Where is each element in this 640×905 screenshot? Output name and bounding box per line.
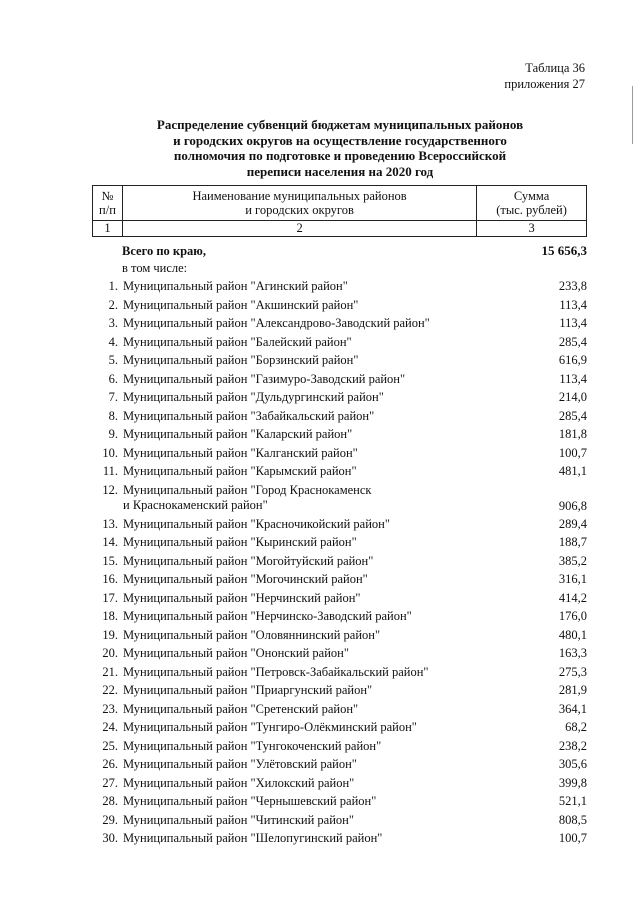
row-name-line: Муниципальный район "Акшинский район" [123, 297, 359, 312]
title-line: переписи населения на 2020 год [246, 163, 434, 179]
total-value: 15 656,3 [541, 243, 587, 258]
row-name-line: Муниципальный район "Чернышевский район" [123, 794, 377, 808]
header-number-line: п/п [99, 203, 116, 217]
title-line: и городских округов на осуществление государственного [173, 132, 507, 148]
row-district-name [123, 554, 503, 570]
row-district-name [123, 739, 503, 755]
row-district-name [123, 372, 503, 388]
row-district-name [123, 776, 503, 792]
row-number: 18. [102, 609, 118, 623]
header-sum-line: Сумма [513, 189, 550, 203]
row-amount: 181,8 [558, 427, 587, 441]
row-name-line: Муниципальный район "Сретенский район" [123, 701, 359, 716]
row-amount: 399,8 [558, 775, 587, 790]
row-name-line: Муниципальный район "Красночикойский район" [123, 516, 390, 531]
table-row [92, 515, 587, 534]
row-name-line: Муниципальный район "Нерчинско-Заводский район" [123, 609, 412, 623]
table-row [92, 755, 587, 774]
row-name-line: Муниципальный район "Дульдургинский район" [123, 390, 384, 404]
row-number: 20. [102, 646, 118, 660]
row-number: 9. [108, 427, 118, 441]
table-row [92, 663, 587, 682]
row-name-line: Муниципальный район "Шелопугинский район" [123, 831, 383, 845]
row-district-name [123, 831, 503, 847]
table-row [92, 444, 587, 463]
row-amount: 385,2 [558, 553, 587, 568]
table-row [92, 718, 587, 737]
row-amount: 906,8 [558, 498, 587, 513]
row-amount: 616,9 [558, 353, 587, 367]
row-number: 25. [102, 738, 118, 753]
row-number: 1. [108, 279, 118, 293]
row-name-line: Муниципальный район "Читинский район" [123, 812, 354, 827]
row-amount: 100,7 [558, 831, 587, 845]
table-row [92, 792, 587, 811]
row-district-name [123, 702, 503, 718]
row-name-line: Муниципальный район "Александрово-Заводский район" [123, 316, 430, 330]
table-row [92, 829, 587, 848]
row-amount: 480,1 [558, 627, 587, 642]
header-sum-line: (тыс. рублей) [496, 203, 567, 217]
table-row [92, 333, 587, 352]
header-sum-cell [477, 186, 587, 221]
row-district-name [123, 646, 503, 662]
column-index-2: 2 [122, 221, 476, 237]
row-amount: 163,3 [558, 646, 587, 660]
table-row [92, 388, 587, 407]
totals-block [92, 242, 587, 276]
title-line: полномочия по подготовке и проведению Всероссийской [173, 148, 507, 163]
row-number: 4. [108, 334, 118, 349]
row-number: 15. [102, 553, 118, 568]
row-number: 13. [102, 516, 118, 531]
row-amount: 275,3 [558, 664, 587, 679]
row-amount: 481,1 [558, 464, 587, 478]
row-number: 19. [102, 627, 118, 642]
row-amount: 68,2 [565, 720, 587, 734]
table-row [92, 681, 587, 700]
row-name-line: Муниципальный район "Газимуро-Заводский район" [123, 371, 406, 386]
district-list [92, 277, 587, 848]
table-row [92, 589, 587, 608]
row-number: 7. [108, 390, 118, 404]
row-name-line: Муниципальный район "Кыринский район" [123, 535, 357, 549]
row-name-line: Муниципальный район "Ононский район" [123, 646, 349, 660]
row-amount: 285,4 [558, 408, 587, 423]
row-name-line: Муниципальный район "Каларский район" [123, 427, 353, 441]
table-row [92, 644, 587, 663]
table-row [92, 277, 587, 296]
table-row [92, 626, 587, 645]
header-number-cell [93, 186, 123, 221]
row-amount: 188,7 [558, 535, 587, 549]
row-name-line: Муниципальный район "Петровск-Забайкальский район" [123, 664, 429, 679]
row-district-name [123, 591, 503, 607]
row-amount: 113,4 [559, 316, 587, 330]
row-amount: 100,7 [558, 445, 587, 460]
row-district-name [123, 572, 503, 588]
row-district-name [123, 628, 503, 644]
appendix-label: приложения 27 [504, 77, 585, 91]
row-name-line: Муниципальный район "Забайкальский район" [123, 408, 375, 423]
row-amount: 113,4 [559, 297, 587, 312]
row-name-line: Муниципальный район "Борзинский район" [123, 353, 359, 367]
table-header [92, 185, 587, 237]
row-district-name [123, 279, 503, 295]
row-amount: 233,8 [558, 279, 587, 293]
page-edge-mark [632, 86, 633, 144]
row-number: 22. [102, 683, 118, 697]
row-number: 11. [102, 464, 118, 478]
row-amount: 316,1 [558, 572, 587, 586]
row-amount: 238,2 [558, 738, 587, 753]
row-district-name [123, 409, 503, 425]
header-name-line: и городских округов [245, 203, 354, 217]
row-number: 28. [102, 794, 118, 808]
row-district-name [123, 665, 503, 681]
row-number: 23. [102, 701, 118, 716]
row-district-name [123, 353, 503, 369]
row-number: 5. [108, 353, 118, 367]
row-number: 30. [102, 831, 118, 845]
table-row [92, 425, 587, 444]
row-district-name [123, 683, 503, 699]
row-district-name [123, 427, 503, 443]
table-label: Таблица 36 [525, 61, 585, 75]
row-number: 8. [108, 408, 118, 423]
row-name-line: Муниципальный район "Оловяннинский район" [123, 627, 381, 642]
header-name-cell [122, 186, 476, 221]
row-district-name [123, 316, 503, 332]
row-number: 14. [102, 535, 118, 549]
row-name-line: Муниципальный район "Могочинский район" [123, 572, 368, 586]
table-row [92, 370, 587, 389]
column-index-1: 1 [93, 221, 123, 237]
row-number: 3. [108, 316, 118, 330]
table-row [92, 314, 587, 333]
total-label: Всего по краю, [122, 244, 206, 258]
table-row [92, 351, 587, 370]
row-district-name [123, 464, 503, 480]
page-reference [504, 60, 585, 92]
row-district-name [123, 390, 503, 406]
row-number: 26. [102, 757, 118, 771]
row-name-line: Муниципальный район "Карымский район" [123, 464, 357, 478]
row-amount: 289,4 [558, 516, 587, 531]
row-district-name [123, 517, 503, 533]
total-row [92, 242, 587, 260]
row-name-line: Муниципальный район "Могойтуйский район" [123, 553, 374, 568]
row-name-line: и Краснокаменский район" [123, 498, 268, 512]
table-row [92, 737, 587, 756]
row-number: 24. [102, 720, 118, 734]
header-number-line: № [101, 189, 114, 203]
row-amount: 281,9 [558, 683, 587, 697]
title-line: Распределение субвенций бюджетам муниципальных районов [156, 117, 524, 132]
header-name-line: Наименование муниципальных районов [192, 189, 407, 203]
table-row [92, 607, 587, 626]
row-name-line: Муниципальный район "Приаргунский район" [123, 683, 373, 697]
table-row [92, 407, 587, 426]
including-row [92, 260, 587, 276]
row-name-line: Муниципальный район "Тунгокоченский район" [123, 738, 382, 753]
row-number: 27. [102, 775, 118, 790]
row-name-line: Муниципальный район "Балейский район" [123, 334, 352, 349]
row-number: 16. [102, 572, 118, 586]
table-row [92, 533, 587, 552]
row-number: 2. [108, 297, 118, 312]
including-label: в том числе: [122, 261, 188, 275]
row-amount: 214,0 [558, 390, 587, 404]
table-row [92, 296, 587, 315]
table-row [92, 481, 587, 515]
table-row [92, 570, 587, 589]
table-row [92, 774, 587, 793]
row-name-line: Муниципальный район "Калганский район" [123, 445, 358, 460]
row-district-name [123, 335, 503, 351]
row-district-name [123, 535, 503, 551]
row-name-line: Муниципальный район "Город Краснокаменск [123, 482, 372, 497]
row-number: 10. [102, 445, 118, 460]
row-amount: 414,2 [558, 590, 587, 605]
row-district-name [123, 720, 503, 736]
row-district-name [123, 757, 503, 773]
row-district-name [123, 483, 503, 514]
row-amount: 808,5 [558, 812, 587, 827]
row-amount: 285,4 [558, 334, 587, 349]
row-name-line: Муниципальный район "Нерчинский район" [123, 590, 361, 605]
document-title [100, 117, 580, 179]
row-number: 12. [102, 482, 118, 497]
row-name-line: Муниципальный район "Улётовский район" [123, 757, 357, 771]
row-number: 6. [108, 371, 118, 386]
table-row [92, 462, 587, 481]
row-district-name [123, 794, 503, 810]
row-amount: 521,1 [558, 794, 587, 808]
row-amount: 176,0 [558, 609, 587, 623]
row-district-name [123, 609, 503, 625]
table-row [92, 811, 587, 830]
row-district-name [123, 446, 503, 462]
row-district-name [123, 298, 503, 314]
row-name-line: Муниципальный район "Агинский район" [123, 279, 348, 293]
row-amount: 113,4 [559, 371, 587, 386]
row-name-line: Муниципальный район "Хилокский район" [123, 775, 355, 790]
row-number: 29. [102, 812, 118, 827]
table-row [92, 552, 587, 571]
row-name-line: Муниципальный район "Тунгиро-Олёкминский район" [123, 720, 417, 734]
row-number: 21. [102, 664, 118, 679]
row-district-name [123, 813, 503, 829]
column-index-3: 3 [477, 221, 587, 237]
row-amount: 364,1 [558, 701, 587, 716]
table-row [92, 700, 587, 719]
row-amount: 305,6 [558, 757, 587, 771]
row-number: 17. [102, 590, 118, 605]
